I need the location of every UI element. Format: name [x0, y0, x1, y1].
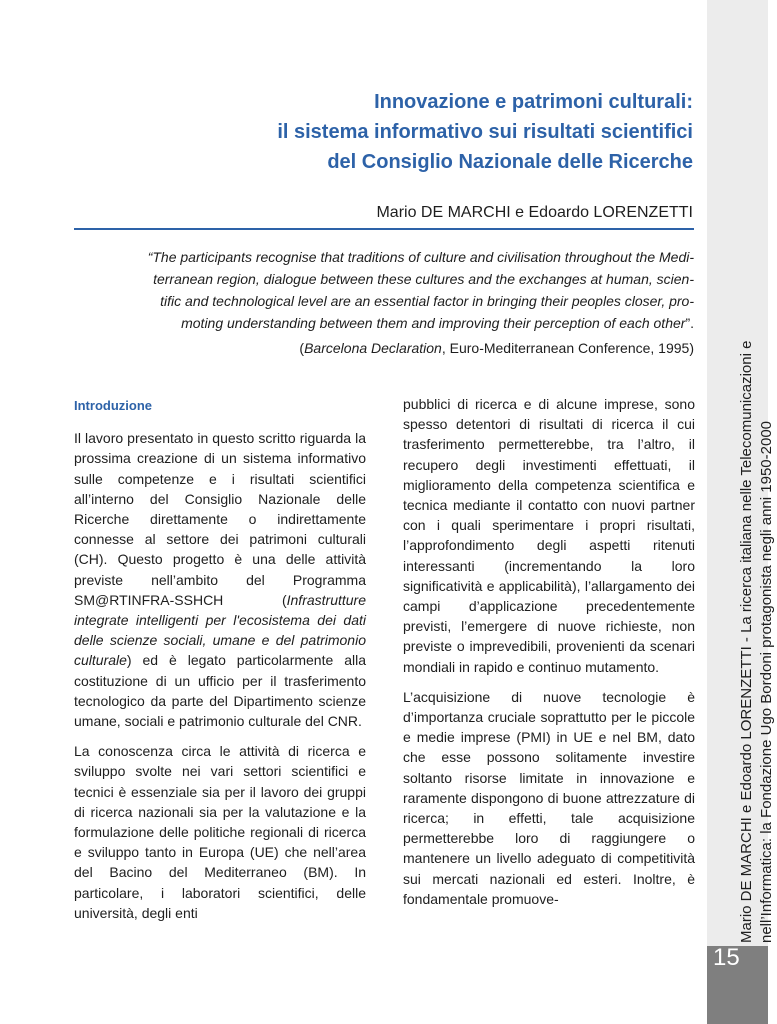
quote-line-1: “The participants recognise that traditions of culture and civilisation throughout the Medi- — [147, 249, 694, 265]
title-line-3: del Consiglio Nazionale delle Ricerche — [327, 151, 693, 173]
paragraph-research-results: pubblici di ricerca e di alcune imprese, sono spesso detentori di risultati di ricerca il cui trasferimento permetterebbe, tra l’altro, il recupero degli investimenti effettuati, il miglioramento della competenza scientifica e tecnica mediante il contatto con nuovi partner con i quali sperimentare i propri risultati, l’approfondimento degli aspetti ritenuti interessanti (incrementando la loro significatività e applicabilità), l’allargamento dei campi d’applicazione precedentemente previsti, l’emergere di nuove richieste, non previste o imprevedibili, provenienti da scenari mondiali in rapido e continuo mutamento. — [403, 396, 695, 675]
running-header-line-1: Mario DE MARCHI e Edoardo LORENZETTI - La ricerca italiana nelle Telecomunicazioni e — [738, 340, 755, 943]
right-column — [403, 394, 695, 919]
program-name: Infrastrutture integrate intelligenti per l'ecosistema dei dati delle scienze sociali, umane e del patrimonio culturale — [74, 591, 366, 669]
title-line-2: il sistema informativo sui risultati scientifici — [277, 121, 693, 143]
quote-line-4-text: moting understanding between them and improving their perception of each other — [181, 315, 686, 331]
source-title: Barcelona Declaration — [304, 340, 442, 356]
source-rest: , Euro-Mediterranean Conference, 1995) — [441, 340, 694, 356]
section-heading: Introduzione — [74, 398, 152, 413]
paragraph-intro — [74, 428, 366, 731]
quote-line-3: tific and technological level are an essential factor in bringing their peoples closer, pro- — [160, 293, 694, 309]
article-title — [133, 87, 693, 177]
running-header — [737, 341, 777, 943]
page-number: 15 — [713, 944, 740, 971]
left-column — [74, 394, 366, 933]
paragraph-intro-a: Il lavoro presentato in questo scritto riguarda la prossima creazione di un sistema informativo sulle competenze e i risultati scientifici all’interno del Consiglio Nazionale delle Ricerche direttamente o indirettamente connesse al settore dei patrimoni culturali (CH). Questo progetto è una delle attività previste nell’ambito del Programma SM@RTINFRA-SSHCH ( — [74, 430, 366, 608]
quote-source — [299, 340, 694, 356]
paragraph-knowledge: La conoscenza circa le attività di ricerca e sviluppo svolte nei vari settori scientifici e tecnici è essenziale sia per il lavoro dei gruppi di ricerca nazionali sia per la valutazione e la formulazione delle politiche regionali di ricerca e sviluppo tanto in Europa (UE) che nell’area del Bacino del Mediterraneo (BM). In particolare, i laboratori scientifici, delle università, degli enti — [74, 743, 366, 921]
paragraph-technology: L’acquisizione di nuove tecnologie è d’importanza cruciale soprattutto per le piccole e medie imprese (PMI) in UE e nel BM, dato che esse possono solitamente investire soltanto risorse limitate in innovazione e raramente dispongono di buone attrezzature di ricerca; in effetti, tale acquisizione permetterebbe loro di raggiungere o mantenere un livello adeguato di competitività sui mercati nazionali ed esteri. Inoltre, è fondamentale promuove- — [403, 688, 695, 907]
quote-close-mark: ”. — [685, 315, 694, 331]
epigraph-quote — [74, 246, 694, 334]
paragraph-intro-b: ) ed è legato particolarmente alla costituzione di un ufficio per il trasferimento tecnologico da parte del Dipartimento scienze umane, sociali e patrimonio culturale del CNR. — [74, 652, 366, 730]
running-header-line-2: nell’Informatica: la Fondazione Ugo Bordoni protagonista negli anni 1950-2000 — [758, 420, 775, 943]
quote-line-2: terranean region, dialogue between these cultures and the exchanges at human, scien- — [153, 271, 694, 287]
source-open: ( — [299, 340, 305, 356]
article-authors: Mario DE MARCHI e Edoardo LORENZETTI — [376, 204, 693, 221]
quote-line-4 — [74, 312, 694, 334]
title-divider — [74, 228, 694, 230]
title-line-1: Innovazione e patrimoni culturali: — [374, 91, 693, 113]
